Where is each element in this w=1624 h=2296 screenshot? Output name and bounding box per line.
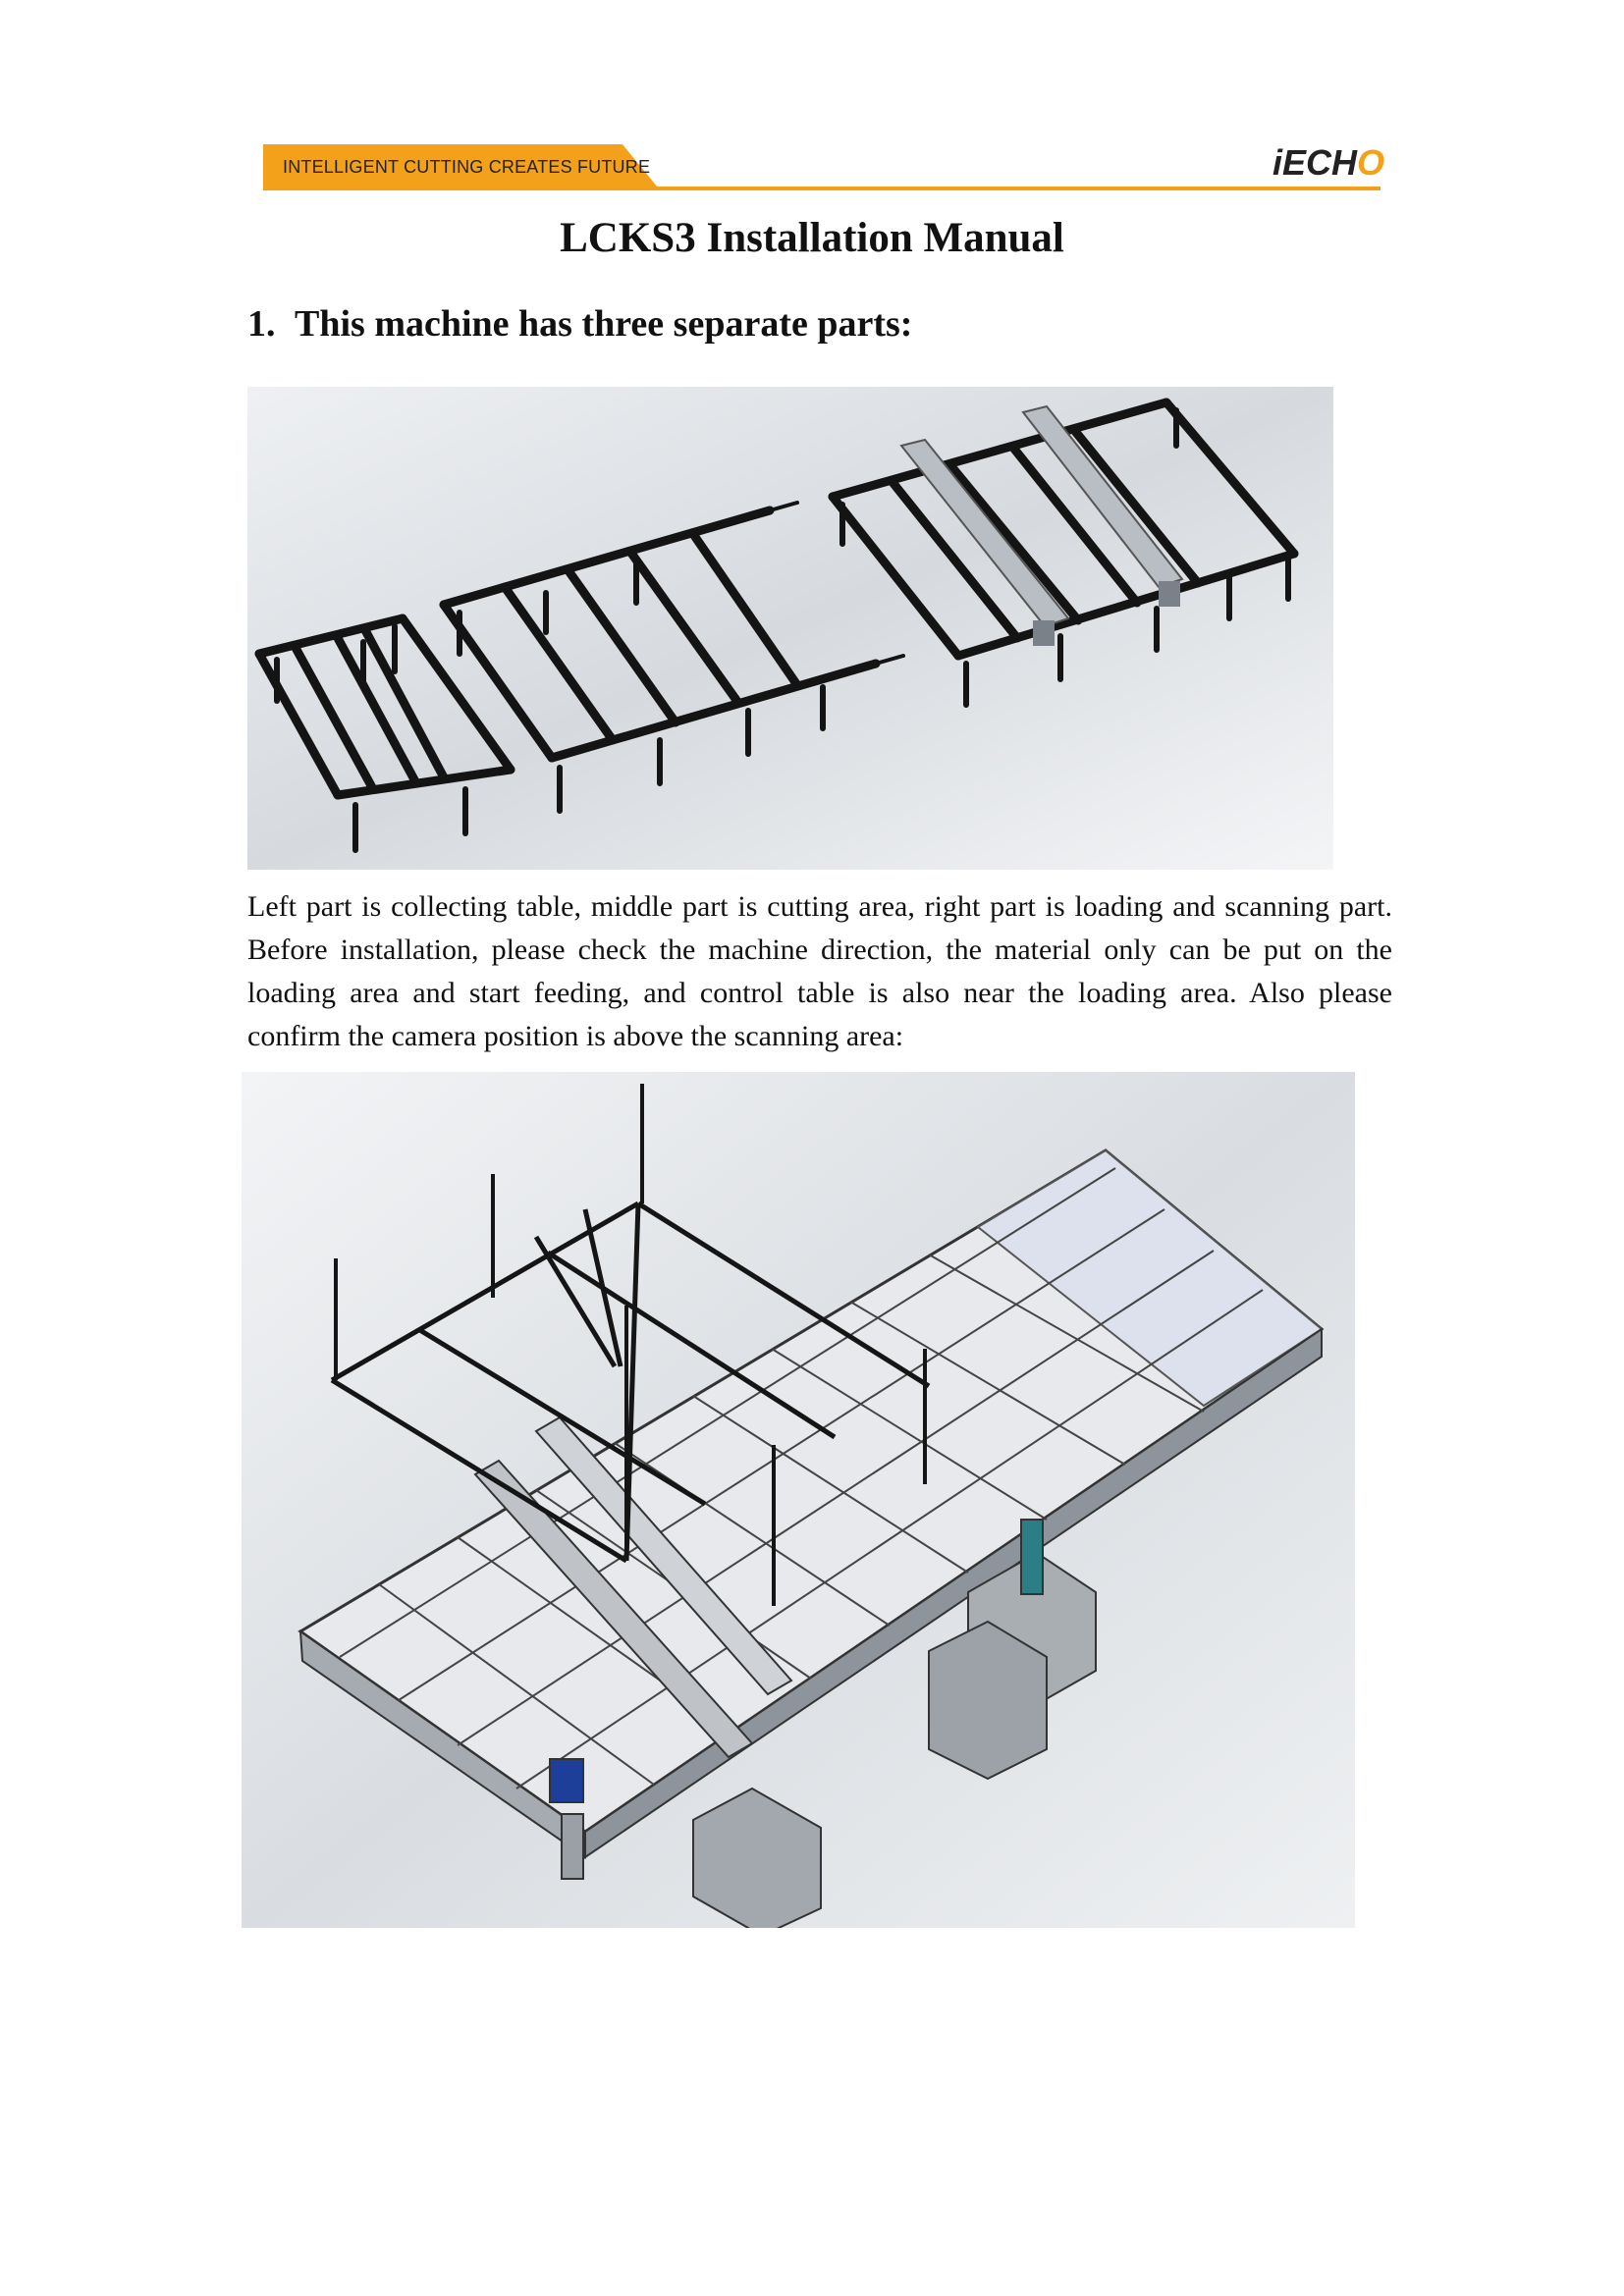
section-heading bbox=[247, 302, 912, 346]
header-line bbox=[263, 187, 1380, 190]
body-paragraph: Left part is collecting table, middle part is cutting area, right part is loading and scanning part. Before installation, please check the machine direction, the material only can be put on the loading area and start feeding, and control table is also near the loading area. Also please confirm the camera position is above the scanning area: bbox=[247, 890, 1392, 1052]
section-heading-text: This machine has three separate parts: bbox=[295, 303, 913, 345]
brand-logo bbox=[1247, 140, 1384, 186]
page-title: LCKS3 Installation Manual bbox=[560, 215, 1064, 261]
logo-accent: O bbox=[1356, 142, 1384, 183]
logo-main: iECH bbox=[1272, 142, 1357, 183]
three-part-frame-illustration bbox=[247, 387, 1333, 870]
assembled-machine-illustration bbox=[242, 1072, 1355, 1928]
header-tagline: INTELLIGENT CUTTING CREATES FUTURE bbox=[283, 157, 651, 177]
section-number: 1. bbox=[247, 303, 276, 345]
